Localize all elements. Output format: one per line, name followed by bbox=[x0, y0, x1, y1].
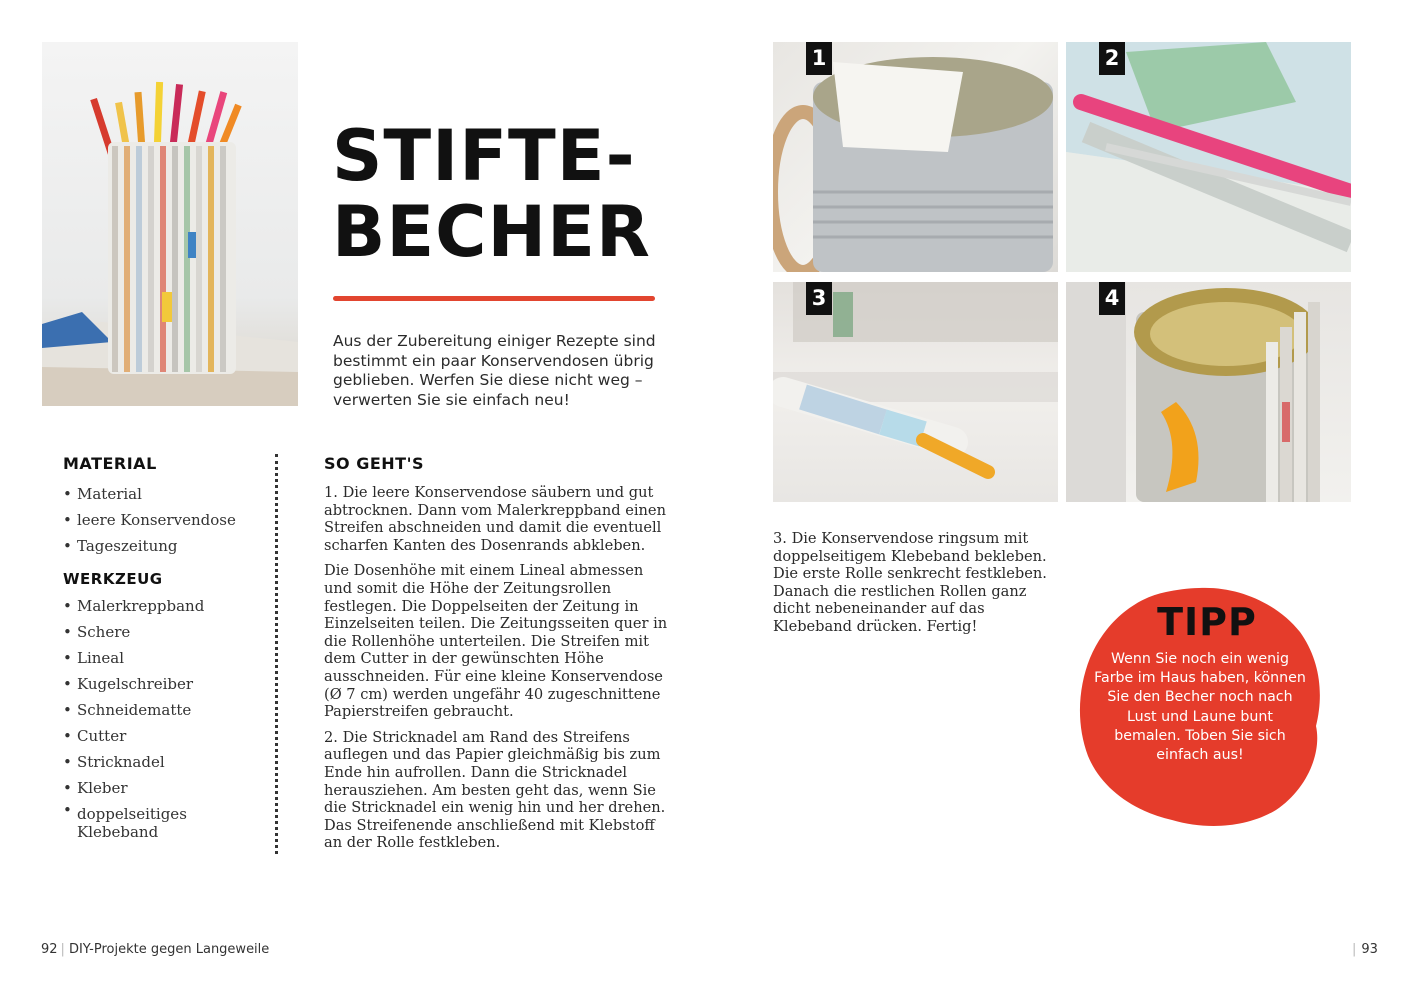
tipp-heading: TIPP bbox=[1157, 600, 1257, 644]
step-photo-3 bbox=[773, 282, 1058, 502]
footer-left bbox=[41, 942, 269, 957]
werkzeug-heading: WERKZEUG bbox=[63, 570, 163, 588]
book-title: DIY-Projekte gegen Langeweile bbox=[68, 942, 270, 957]
step-photo-1 bbox=[773, 42, 1058, 272]
list-item: • doppelseitiges Klebeband bbox=[63, 801, 263, 841]
footer-separator: | bbox=[1352, 942, 1357, 957]
title-underline bbox=[333, 296, 655, 301]
intro-text: Aus der Zubereitung einiger Rezepte sind bestimmt ein paar Konservendosen übrig geblieben. Werfen Sie diese nicht weg – verwerten Sie sie einfach neu! bbox=[333, 332, 656, 409]
page-number-right: 93 bbox=[1361, 942, 1378, 957]
werkzeug-list bbox=[63, 593, 263, 841]
material-heading: MATERIAL bbox=[63, 454, 157, 473]
list-item: • Kugelschreiber bbox=[63, 671, 263, 697]
material-list bbox=[63, 481, 263, 559]
list-item: • Schneidematte bbox=[63, 697, 263, 723]
list-item: • leere Konservendose bbox=[63, 507, 263, 533]
page-number-left: 92 bbox=[41, 942, 58, 957]
step-number-badge: 1 bbox=[806, 42, 832, 75]
list-item: • Malerkreppband bbox=[63, 593, 263, 619]
page-title-line2: BECHER bbox=[332, 191, 651, 273]
step-paragraph: 2. Die Stricknadel am Rand des Streifens auflegen und das Papier gleichmäßig bis zum Ende hin aufrollen. Dann die Stricknadel herausziehen. Am besten geht das, wenn Sie die Stricknadel ein wenig hin und her drehen. Das Streifenende anschließend mit Klebstoff an der Rolle festkleben. bbox=[324, 728, 666, 852]
page-title-line1: STIFTE- bbox=[332, 115, 636, 197]
column-divider-dots bbox=[275, 454, 278, 854]
step-number-badge: 3 bbox=[806, 282, 832, 315]
list-item: • Stricknadel bbox=[63, 749, 263, 775]
step-number-badge: 4 bbox=[1099, 282, 1125, 315]
list-item: • Schere bbox=[63, 619, 263, 645]
step-paragraph: 1. Die leere Konservendose säubern und gut abtrocknen. Dann vom Malerkreppband einen Streifen abschneiden und damit die eventuell scharfen Kanten des Dosenrands abkleben. bbox=[324, 484, 666, 554]
tipp-text: Wenn Sie noch ein wenig Farbe im Haus haben, können Sie den Becher noch nach Lust und Laune bunt bemalen. Toben Sie sich einfach aus! bbox=[1094, 651, 1306, 764]
step-photo-2 bbox=[1066, 42, 1351, 272]
step-photo-4 bbox=[1066, 282, 1351, 502]
instructions-body bbox=[324, 484, 669, 860]
hero-photo-pencil-cup bbox=[42, 42, 298, 406]
list-item: • Lineal bbox=[63, 645, 263, 671]
step-number-badge: 2 bbox=[1099, 42, 1125, 75]
step-3-text: 3. Die Konservendose ringsum mit doppelseitigem Klebeband bekleben. Die erste Rolle senkrecht festkleben. Danach die restlichen Rollen ganz dicht nebeneinander auf das Klebeband drücken. Fertig! bbox=[773, 530, 1047, 635]
list-item: • Material bbox=[63, 481, 263, 507]
footer-right bbox=[1352, 942, 1378, 957]
list-item: • Tageszeitung bbox=[63, 533, 263, 559]
step-paragraph: Die Dosenhöhe mit einem Lineal abmessen und somit die Höhe der Zeitungsrollen festlegen. Die Doppelseiten der Zeitung in Einzelseiten teilen. Die Zeitungsseiten quer in die Rollenhöhe unterteilen. Die Streifen mit dem Cutter in der gewünschten Höhe ausschneiden. Für eine kleine Konservendose (Ø 7 cm) werden ungefähr 40 zugeschnittene Papierstreifen gebraucht. bbox=[324, 562, 668, 721]
list-item: • Cutter bbox=[63, 723, 263, 749]
list-item: • Kleber bbox=[63, 775, 263, 801]
footer-separator: | bbox=[60, 942, 65, 957]
instructions-heading: SO GEHT'S bbox=[324, 454, 424, 473]
